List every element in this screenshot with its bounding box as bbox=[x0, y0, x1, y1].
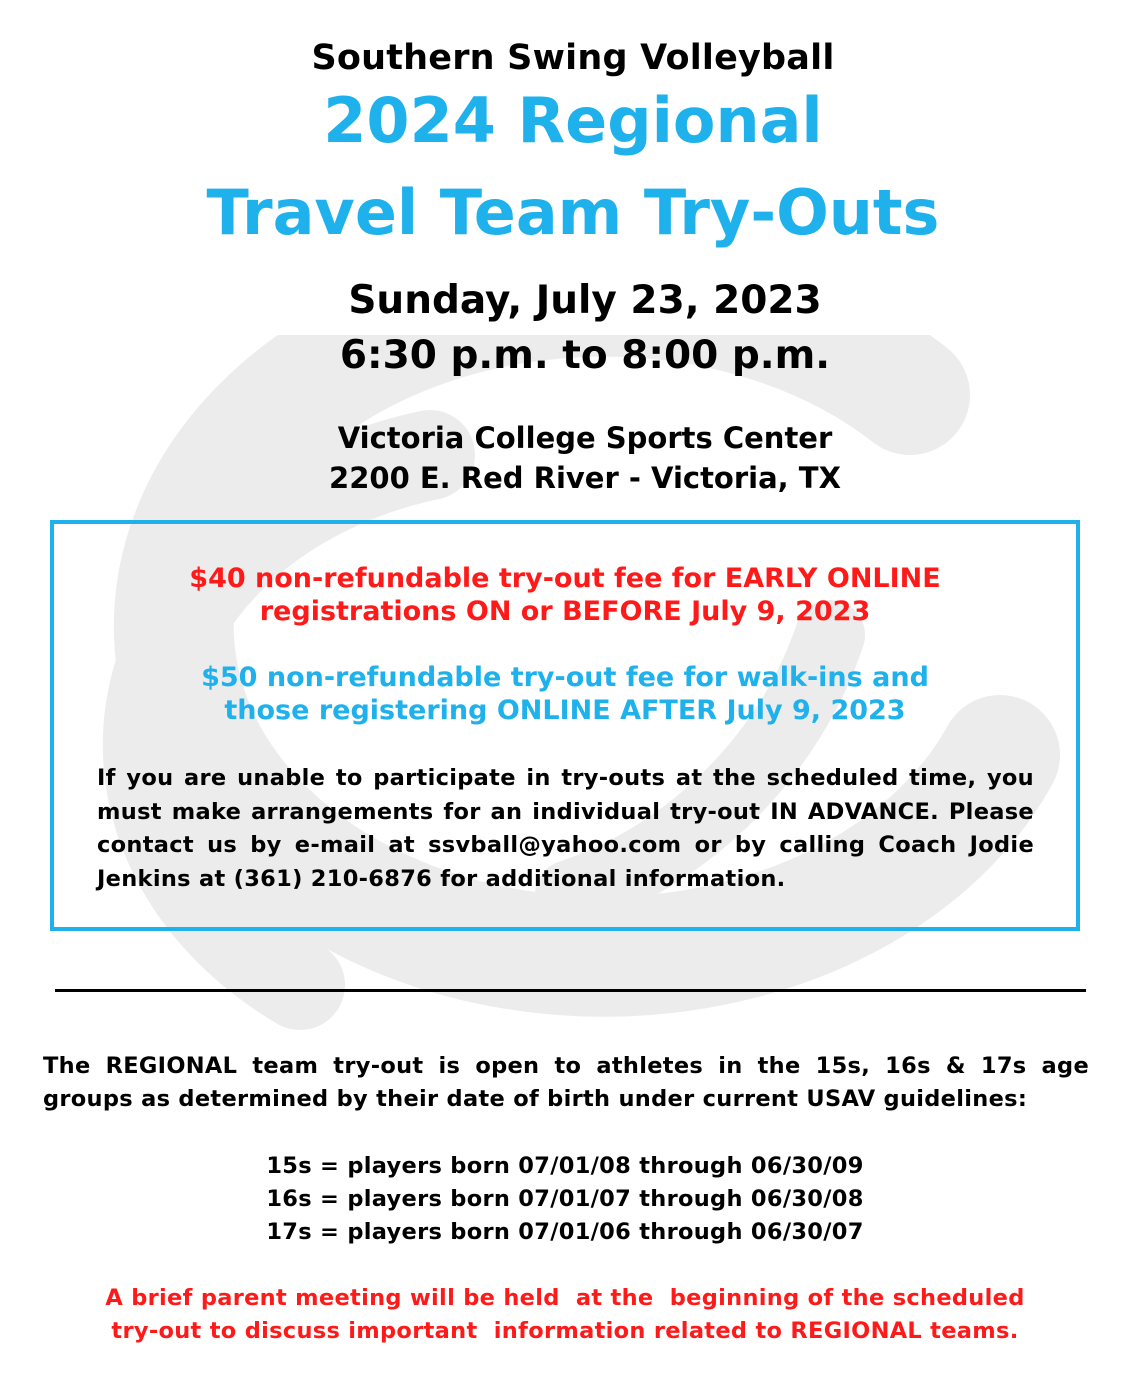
age-group-16s: 16s = players born 07/01/07 through 06/30/08 bbox=[266, 1186, 864, 1212]
event-time: 6:30 p.m. to 8:00 p.m. bbox=[339, 333, 831, 378]
parent-meeting-line1: A brief parent meeting will be held at the beginning of the scheduled bbox=[105, 1285, 1025, 1311]
venue-address: 2200 E. Red River - Victoria, TX bbox=[329, 461, 841, 495]
age-group-15s: 15s = players born 07/01/08 through 06/30/09 bbox=[266, 1153, 864, 1179]
early-fee-notice bbox=[50, 562, 1080, 628]
early-fee-line1: $40 non-refundable try-out fee for EARLY ONLINE bbox=[189, 563, 941, 594]
walkin-fee-line2: those registering ONLINE AFTER July 9, 2023 bbox=[224, 695, 906, 726]
parent-meeting-notice bbox=[0, 1282, 1128, 1348]
early-fee-line2: registrations ON or BEFORE July 9, 2023 bbox=[259, 596, 871, 627]
parent-meeting-line2: try-out to discuss important information related to REGIONAL teams. bbox=[111, 1318, 1019, 1344]
flyer-title-line1: 2024 Regional bbox=[323, 84, 823, 157]
age-group-17s: 17s = players born 07/01/06 through 06/30/07 bbox=[266, 1219, 864, 1245]
individual-tryout-note: If you are unable to participate in try-outs at the scheduled time, you must make arrangements for an individual try-out IN ADVANCE. Please contact us by e-mail at ssvball@yahoo.com or by calling Coach Jodie Jenkins at (361) 210-6876 for additional information. bbox=[97, 765, 1034, 892]
event-venue bbox=[0, 418, 1128, 498]
event-date: Sunday, July 23, 2023 bbox=[348, 278, 822, 323]
walkin-fee-notice bbox=[50, 661, 1080, 727]
venue-name: Victoria College Sports Center bbox=[337, 421, 833, 455]
eligibility-text: The REGIONAL team try-out is open to athletes in the 15s, 16s & 17s age groups as determined by their date of birth under current USAV guidelines: bbox=[43, 1053, 1089, 1112]
organization-name: Southern Swing Volleyball bbox=[311, 38, 835, 78]
section-divider bbox=[55, 989, 1086, 992]
walkin-fee-line1: $50 non-refundable try-out fee for walk-ins and bbox=[201, 662, 929, 693]
flyer-title-line2: Travel Team Try-Outs bbox=[206, 176, 940, 249]
age-groups-list bbox=[0, 1150, 1128, 1249]
